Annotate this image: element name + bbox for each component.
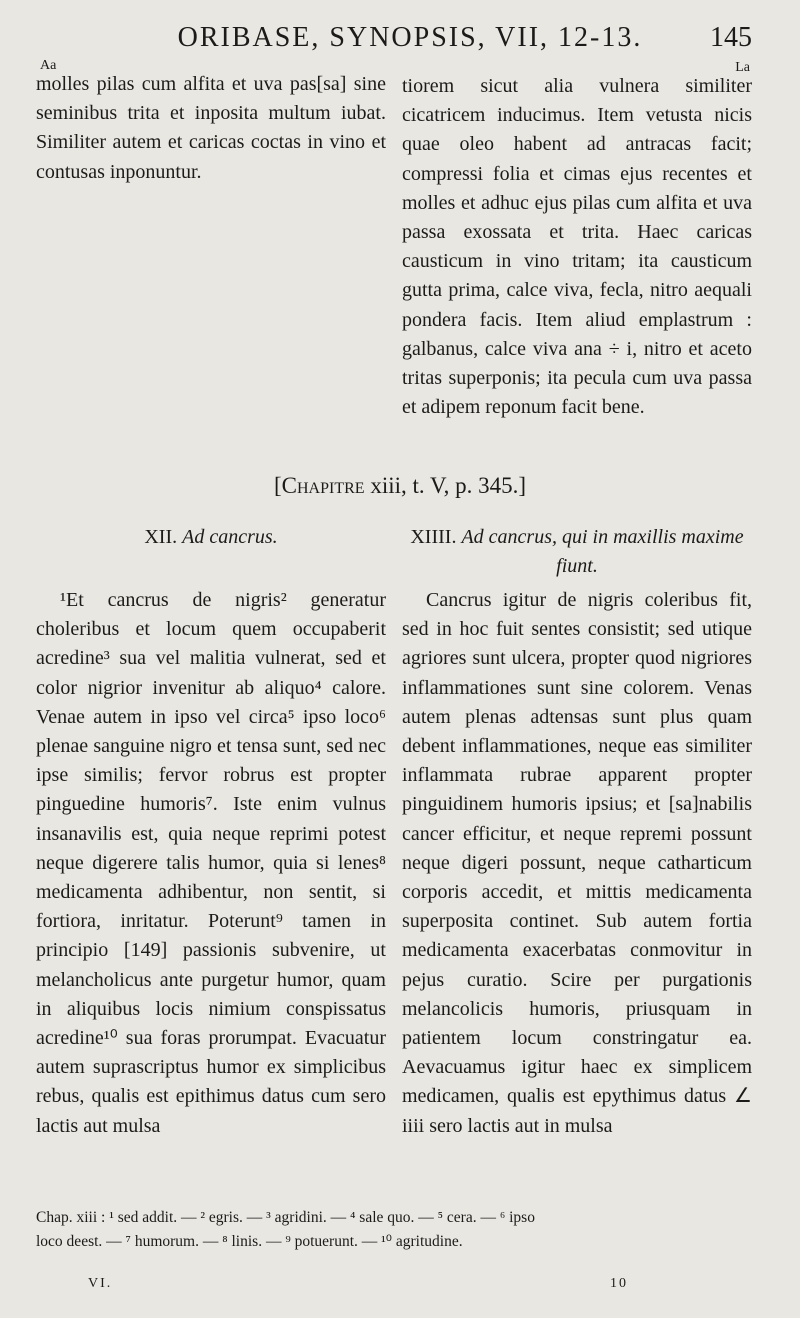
- chapter-bracket: [: [273, 473, 282, 498]
- chapter-reference: [0, 473, 800, 499]
- chapter-rest: xiii, t. V, p. 345.]: [370, 473, 527, 498]
- page-number: 145: [710, 22, 752, 53]
- signature-mark-right: 10: [610, 1276, 628, 1291]
- manuscript-siglum-left: Aa: [40, 58, 57, 73]
- right-section-heading: [402, 523, 752, 581]
- chapter-label: Chapitre: [281, 473, 365, 498]
- top-right-column: [402, 72, 752, 422]
- right-section-title: Ad cancrus, qui in maxillis maxime fiunt.: [461, 526, 744, 577]
- footnote-line-2: loco deest. — ⁷ humorum. — ⁸ linis. — ⁹ potuerunt. — ¹⁰ agritudine.: [36, 1233, 463, 1250]
- right-body-column: [402, 586, 752, 1141]
- top-right-text: tiorem sicut alia vulnera similiter cicatricem inducimus. Item vetusta nicis quae oleo habent ad antracas facit; compressi folia et cimas ejus recentes et molles et adhuc ejus pilas cum alfita et uva passa exossata et trita. Haec caricas causticum in vino tritam; ita causticum gutta prima, calce viva, fecla, nitro aequali pondera facis. Item aliud emplastrum : galbanus, calce viva ana ÷ i, nitro et aceto tritas superponis; ita pecula cum uva passa et adipem reponum facit bene.: [402, 75, 752, 419]
- left-body-column: [36, 586, 386, 1141]
- footnote-line-1: Chap. xiii : ¹ sed addit. — ² egris. — ³ agridini. — ⁴ sale quo. — ⁵ cera. — ⁶ ipso: [36, 1209, 535, 1226]
- top-left-column: [36, 70, 386, 187]
- left-body-text: ¹Et cancrus de nigris² generatur choleribus et locum quem occupaberit acredine³ sua vel malitia vulnerat, sed et color nigrior invenitur ab aliquo⁴ calore. Venae autem in ipso vel circa⁵ ipso loco⁶ plenae sanguine nigro et tensa sunt, sed nec ipse similis; fervor robrus est propter pinguedine humoris⁷. Iste enim vulnus insanavilis est, quia neque reprimi potest neque digerere talis humor, quia si lenes⁸ medicamenta adhibentur, non sentit, si fortiora, inritatur. Poterunt⁹ tamen in principio [149] passionis subvenire, ut melancholicus ante purgetur humor, quam in aliquibus locis nimium conspissatus acredine¹⁰ sua foras prorumpat. Evacuatur autem suprascriptus humor ex simplicibus rebus, qualis est epithimus datus cum sero lactis aut mulsa: [36, 589, 386, 1137]
- page-header: [0, 22, 800, 62]
- manuscript-siglum-right: La: [735, 60, 750, 75]
- top-left-text: molles pilas cum alfita et uva pas[sa] sine seminibus trita et inposita multum iubat. Similiter autem et caricas coctas in vino et contusas inponuntur.: [36, 73, 386, 183]
- left-section-number: XII.: [144, 526, 178, 548]
- signature-mark-left: VI.: [88, 1276, 113, 1291]
- right-body-text: Cancrus igitur de nigris coleribus fit, sed in hoc fuit sentes consistit; sed utique agriores sunt ulcera, propter quod nigriores inflammationes sunt sine colorem. Venas autem plenas adtensas sunt plus quam debent inflammationes, neque eas similiter inflammata rubrae apparent propter pinguidinem humoris ipsius; et [sa]nabilis cancer efficitur, et neque repremi possunt neque digeri possunt, neque catharticum corporis accedit, et mittis medicamenta superposita continet. Sub autem fortia medicamenta exacerbatas conmovitur in pejus curatio. Scire per purgationis melancolicis humoris, priusquam in patientem locum constringatur ea. Aevacuamus igitur haec ex simplicem medicamen, qualis est epythimus datus ∠ iiii sero lactis aut in mulsa: [402, 589, 752, 1137]
- left-section-title: Ad cancrus.: [182, 526, 278, 548]
- left-section-heading: [36, 523, 386, 552]
- running-title: ORIBASE, SYNOPSIS, VII, 12-13.: [177, 22, 643, 53]
- footnotes: [36, 1206, 766, 1254]
- right-section-number: XIIII.: [410, 526, 457, 548]
